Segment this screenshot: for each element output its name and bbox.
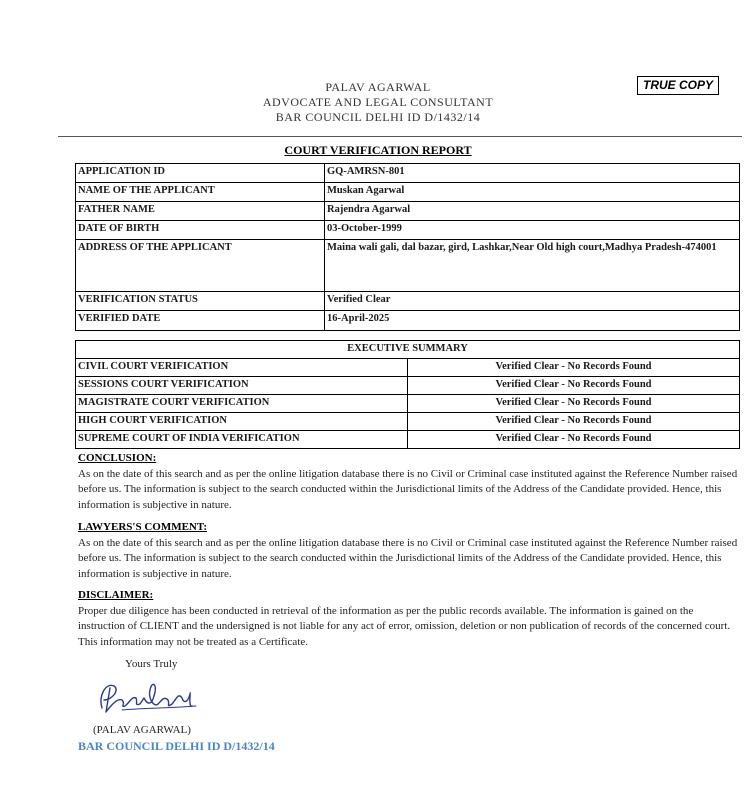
applicant-details-table [75,163,740,331]
table-row [76,292,740,311]
conclusion-section [78,451,738,513]
lawyers-comment-section [78,520,738,582]
table-row [76,377,740,395]
table-row [76,240,740,292]
detail-value: 16-April-2025 [325,311,740,331]
true-copy-stamp: TRUE COPY [637,76,719,95]
summary-label: SESSIONS COURT VERIFICATION [76,377,408,395]
conclusion-text: As on the date of this search and as per the online litigation database there is no Civil or Criminal case instituted against the Reference Number raised before us. The information is subject to the search conducted within the Jurisdictional limits of the Address of the Candidate provided. Hence, this information is subjective in nature. [78,467,738,511]
disclaimer-heading: DISCLAIMER: [78,589,154,601]
advocate-bar-id: BAR COUNCIL DELHI ID D/1432/14 [275,110,481,124]
table-row [76,202,740,221]
detail-label: DATE OF BIRTH [76,221,325,240]
detail-label: ADDRESS OF THE APPLICANT [76,240,325,292]
summary-label: CIVIL COURT VERIFICATION [76,359,408,377]
detail-value: 03-October-1999 [325,221,740,240]
table-row [76,183,740,202]
advocate-designation: ADVOCATE AND LEGAL CONSULTANT [262,95,494,109]
summary-heading: EXECUTIVE SUMMARY [76,341,740,359]
closing-salutation: Yours Truly [125,658,178,670]
signer-name: (PALAV AGARWAL) [93,724,191,736]
detail-label: FATHER NAME [76,202,325,221]
detail-label: NAME OF THE APPLICANT [76,183,325,202]
table-row [76,413,740,431]
summary-value: Verified Clear - No Records Found [408,413,740,431]
detail-value: Rajendra Agarwal [325,202,740,221]
detail-value: GQ-AMRSN-801 [325,164,740,183]
summary-value: Verified Clear - No Records Found [408,431,740,449]
handwritten-signature [92,678,202,718]
conclusion-heading: CONCLUSION: [78,452,157,464]
table-row [76,341,740,359]
detail-value: Maina wali gali, dal bazar, gird, Lashkar,Near Old high court,Madhya Pradesh-474001 [325,240,740,292]
table-row [76,311,740,331]
summary-value: Verified Clear - No Records Found [408,395,740,413]
detail-value: Verified Clear [325,292,740,311]
lawyers-comment-text: As on the date of this search and as per the online litigation database there is no Civil or Criminal case instituted against the Reference Number raised before us. The information is subject to the search conducted within the Jurisdictional limits of the Address of the Candidate provided. Hence, this information is subjective in nature. [78,536,738,580]
disclaimer-section [78,588,738,650]
table-row [76,221,740,240]
detail-label: VERIFIED DATE [76,311,325,331]
table-row [76,164,740,183]
advocate-name: PALAV AGARWAL [325,80,431,94]
detail-label: VERIFICATION STATUS [76,292,325,311]
summary-label: SUPREME COURT OF INDIA VERIFICATION [76,431,408,449]
table-row [76,395,740,413]
detail-value: Muskan Agarwal [325,183,740,202]
summary-value: Verified Clear - No Records Found [408,359,740,377]
header-divider [58,136,742,137]
detail-label: APPLICATION ID [76,164,325,183]
report-title: COURT VERIFICATION REPORT [284,143,472,157]
table-row [76,431,740,449]
summary-label: HIGH COURT VERIFICATION [76,413,408,431]
signer-bar-id: BAR COUNCIL DELHI ID D/1432/14 [78,739,275,753]
table-row [76,359,740,377]
disclaimer-text: Proper due diligence has been conducted in retrieval of the information as per the public records available. The information is gained on the instruction of CLIENT and the undersigned is not liable for any act of error, omission, deletion or non publication of records of the concerned court. This information may not be treated as a Certificate. [78,604,731,648]
summary-label: MAGISTRATE COURT VERIFICATION [76,395,408,413]
executive-summary-table [75,340,740,449]
summary-value: Verified Clear - No Records Found [408,377,740,395]
lawyers-comment-heading: LAWYERS'S COMMENT: [78,521,208,533]
